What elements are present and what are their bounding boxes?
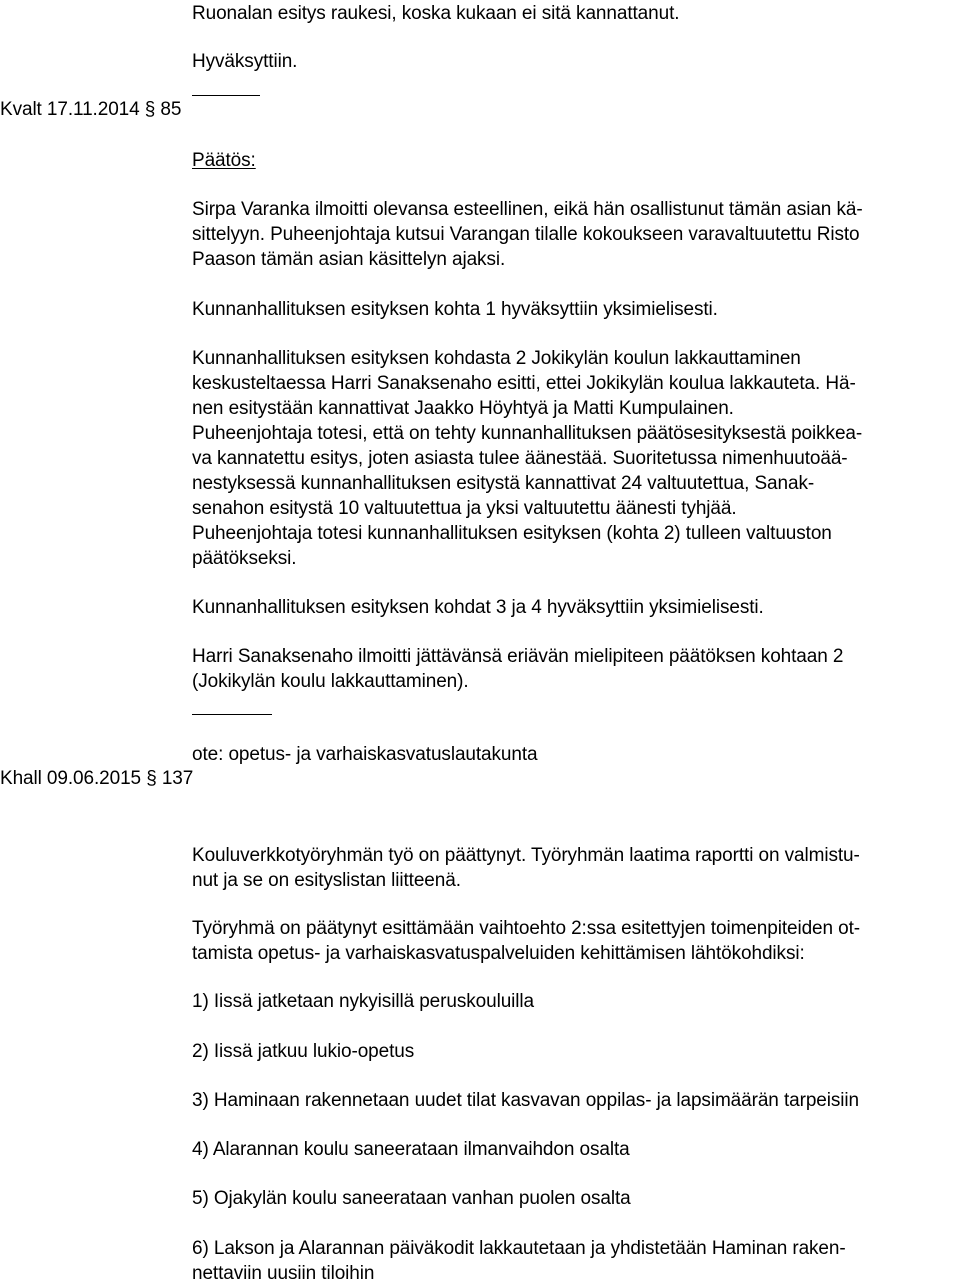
kvalt-para3-line1: Kunnanhallituksen esityksen kohdasta 2 Jokikylän koulun lakkauttaminen	[192, 348, 801, 369]
kvalt-para3-line6: nestyksessä kunnanhallituksen esitystä kannattivat 24 valtuutettua, Sanak-	[192, 473, 815, 494]
kvalt-para3-line2: keskusteltaessa Harri Sanaksenaho esitti, ettei Jokikylän koulua lakkauteta. Hä-	[192, 373, 856, 394]
kvalt-para3-line3: nen esitystään kannattivat Jaakko Höyhtyä ja Matti Kumpulainen.	[192, 398, 734, 419]
khall-para1-line1: Kouluverkkotyöryhmän työ on päättynyt. Työryhmän laatima raportti on valmistu-	[192, 845, 860, 866]
motion-failed-text: Ruonalan esitys raukesi, koska kukaan ei sitä kannattanut.	[192, 3, 680, 24]
kvalt-para3-line5: va kannatettu esitys, joten asiasta tulee äänestää. Suoritetussa nimenhuutoää-	[192, 448, 848, 469]
kvalt-para1-line2: sittelyyn. Puheenjohtaja kutsui Varangan tilalle kokoukseen varavaltuutettu Risto	[192, 224, 860, 245]
meeting-reference-kvalt: Kvalt 17.11.2014 § 85	[0, 99, 182, 120]
khall-para2-line1: Työryhmä on päätynyt esittämään vaihtoehto 2:ssa esitettyjen toimenpiteiden ot-	[192, 918, 861, 939]
kvalt-para2: Kunnanhallituksen esityksen kohta 1 hyväksyttiin yksimielisesti.	[192, 299, 718, 320]
khall-para2-line2: tamista opetus- ja varhaiskasvatuspalveluiden kehittämisen lähtökohdiksi:	[192, 943, 805, 964]
kvalt-para3-line9: päätökseksi.	[192, 548, 297, 569]
khall-para1-line2: nut ja se on esityslistan liitteenä.	[192, 870, 461, 891]
meeting-reference-khall: Khall 09.06.2015 § 137	[0, 768, 194, 789]
list-item-line1: 6) Lakson ja Alarannan päiväkodit lakkautetaan ja yhdistetään Haminan raken-	[192, 1238, 846, 1259]
kvalt-para3-line8: Puheenjohtaja totesi kunnanhallituksen esityksen (kohta 2) tulleen valtuuston	[192, 523, 832, 544]
kvalt-para3-line4: Puheenjohtaja totesi, että on tehty kunnanhallituksen päätösesityksestä poikkea-	[192, 423, 863, 444]
kvalt-para5-line2: (Jokikylän koulu lakkauttaminen).	[192, 671, 469, 692]
approved-text: Hyväksyttiin.	[192, 51, 298, 72]
list-item-line2: nettaviin uusiin tiloihin	[192, 1263, 375, 1284]
list-item: 2) Iissä jatkuu lukio-opetus	[192, 1041, 415, 1062]
kvalt-para1-line1: Sirpa Varanka ilmoitti olevansa esteellinen, eikä hän osallistunut tämän asian kä-	[192, 199, 863, 220]
kvalt-para4: Kunnanhallituksen esityksen kohdat 3 ja 4 hyväksyttiin yksimielisesti.	[192, 597, 764, 618]
section-separator	[192, 714, 272, 715]
list-item: 3) Haminaan rakennetaan uudet tilat kasvavan oppilas- ja lapsimäärän tarpeisiin	[192, 1090, 859, 1111]
list-item: 5) Ojakylän koulu saneerataan vanhan puolen osalta	[192, 1188, 631, 1209]
kvalt-para1-line3: Paason tämän asian käsittelyn ajaksi.	[192, 249, 506, 270]
list-item: 1) Iissä jatketaan nykyisillä peruskouluilla	[192, 991, 534, 1012]
section-separator	[192, 95, 260, 96]
list-item: 4) Alarannan koulu saneerataan ilmanvaihdon osalta	[192, 1139, 630, 1160]
kvalt-para3-line7: senahon esitystä 10 valtuutettua ja yksi valtuutettu äänesti tyhjää.	[192, 498, 737, 519]
extract-note: ote: opetus- ja varhaiskasvatuslautakunta	[192, 744, 538, 765]
kvalt-para5-line1: Harri Sanaksenaho ilmoitti jättävänsä eriävän mielipiteen päätöksen kohtaan 2	[192, 646, 844, 667]
decision-heading: Päätös:	[192, 150, 256, 171]
